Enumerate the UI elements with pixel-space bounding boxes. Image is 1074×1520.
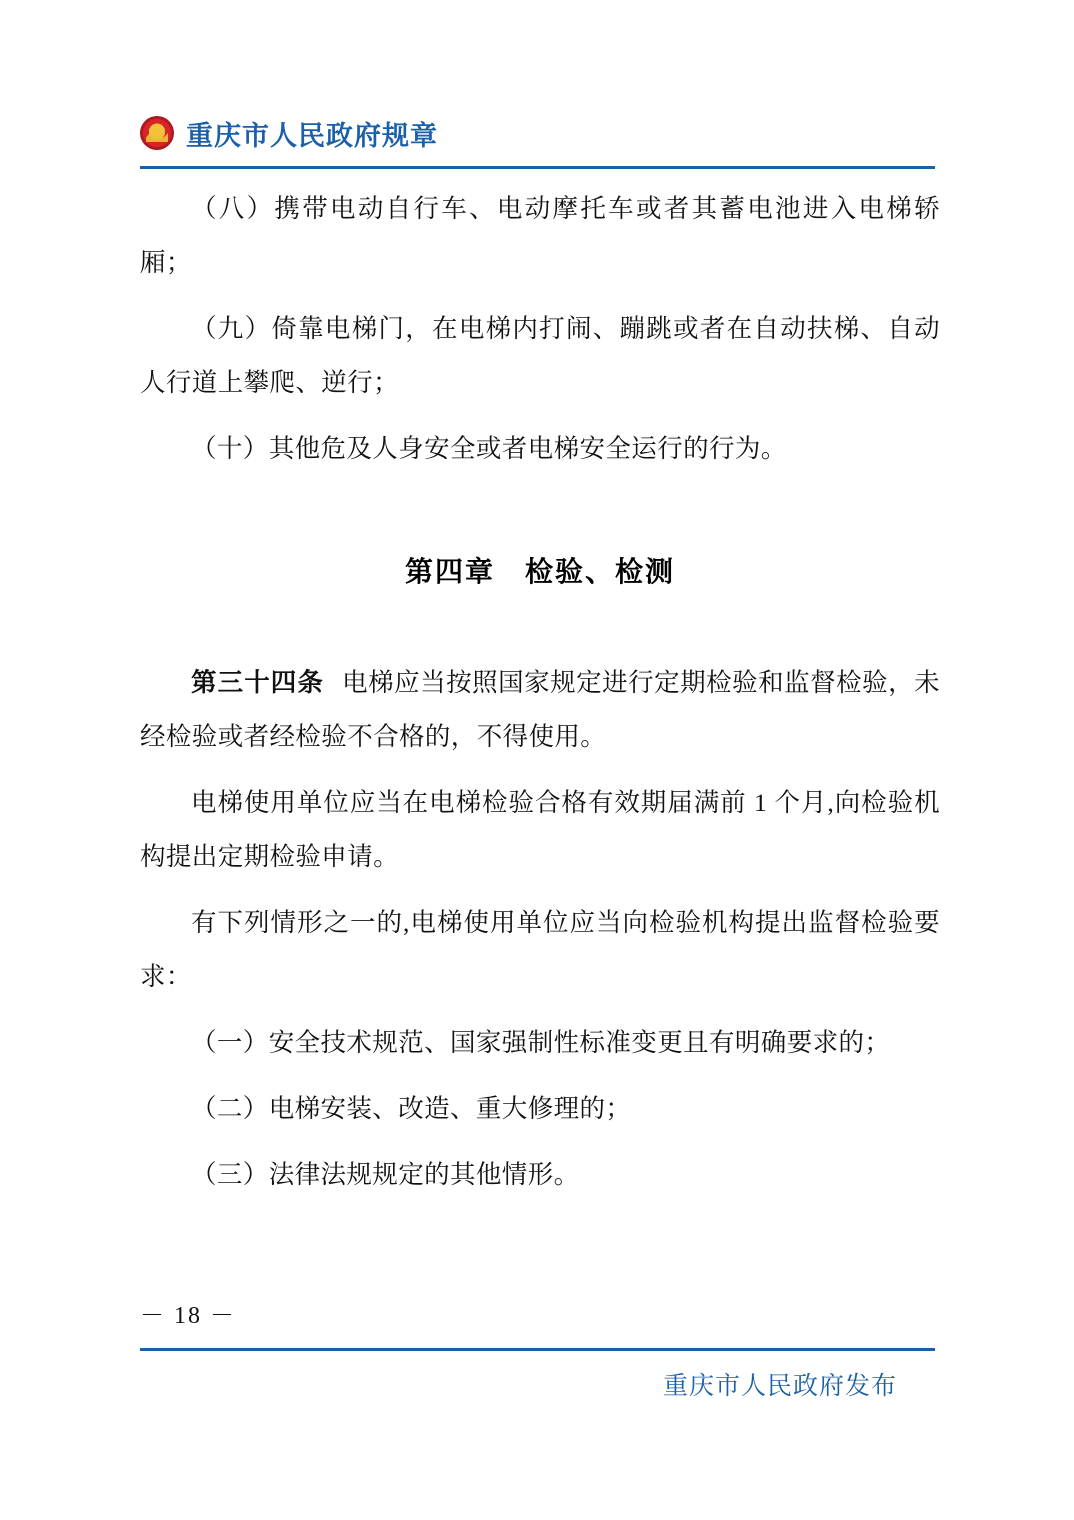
page-number: － 18 －	[140, 1303, 236, 1329]
body-paragraph: 电梯使用单位应当在电梯检验合格有效期届满前 1 个月,向检验机构提出定期检验申请。	[140, 788, 940, 871]
header-title: 重庆市人民政府规章	[186, 120, 438, 152]
list-item: （二）电梯安装、改造、重大修理的；	[191, 1094, 632, 1123]
article-text: 电梯应当按照国家规定进行定期检验和监督检验，未经检验或者经检验不合格的，不得使用。	[140, 668, 940, 751]
article-number: 第三十四条	[191, 668, 324, 698]
header-row	[140, 108, 935, 158]
body-paragraph: 有下列情形之一的,电梯使用单位应当向检验机构提出监督检验要求：	[140, 908, 940, 991]
national-emblem-icon	[140, 116, 174, 150]
list-item: （八）携带电动自行车、电动摩托车或者其蓄电池进入电梯轿厢；	[140, 194, 940, 277]
list-item: （三）法律法规规定的其他情形。	[191, 1160, 580, 1189]
page-header	[140, 108, 935, 170]
footer-issuer: 重庆市人民政府发布	[662, 1371, 897, 1400]
list-item: （九）倚靠电梯门，在电梯内打闹、蹦跳或者在自动扶梯、自动人行道上攀爬、逆行；	[140, 314, 940, 397]
list-item: （十）其他危及人身安全或者电梯安全运行的行为。	[191, 434, 787, 463]
document-content	[140, 182, 940, 1214]
header-divider	[140, 166, 935, 169]
article-paragraph	[140, 656, 940, 764]
list-item: （一）安全技术规范、国家强制性标准变更且有明确要求的；	[191, 1028, 891, 1057]
footer-divider	[140, 1348, 935, 1351]
chapter-title: 第四章 检验、检测	[404, 555, 675, 588]
